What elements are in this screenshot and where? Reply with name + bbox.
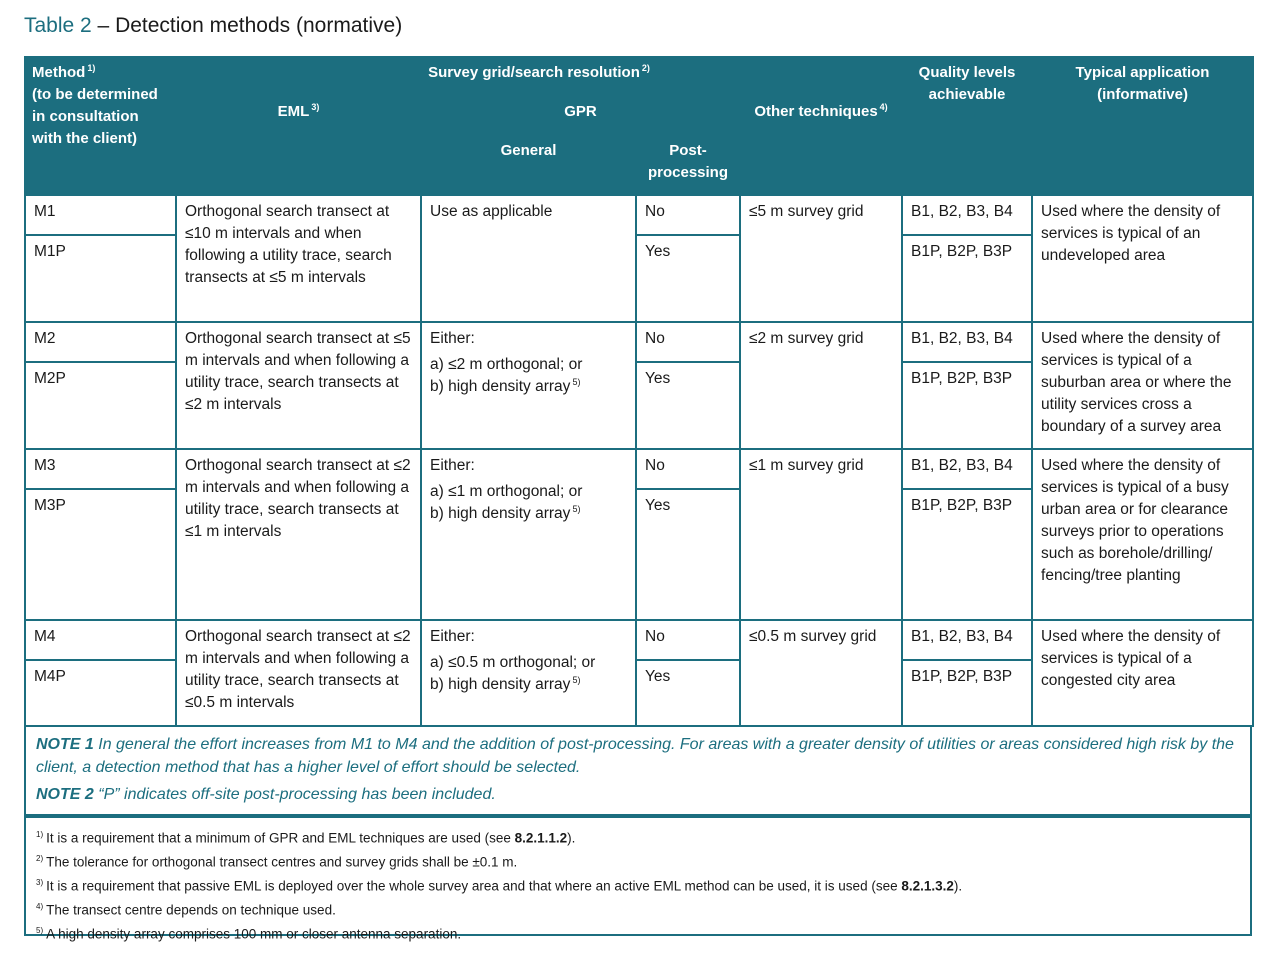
post-processing-cell: No (636, 620, 740, 660)
post-processing-cell: Yes (636, 362, 740, 449)
footnote-1: $^{1)}$ It is a requirement that a minimum of GPR and EML techniques are used (see 8.2.1.1.2). (36, 830, 576, 846)
header-gpr: GPR (421, 96, 740, 135)
header-method: Method $^{1)}$ (to be determined in consultation with the client) (25, 57, 176, 195)
header-eml: EML $^{3)}$ (176, 96, 421, 195)
footnote-3: $^{3)}$ It is a requirement that passive EML is deployed over the whole survey area and that where an active EML method can be used, it is used (see 8.2.1.3.2). (36, 878, 963, 894)
method-cell: M4P (25, 660, 176, 726)
footnote-5: $^{5)}$ A high density array comprises 100 mm or closer antenna separation. (36, 926, 462, 942)
note-1: NOTE 1 In general the effort increases from M1 to M4 and the addition of post-processing. For areas with a greater density of utilities or areas considered high risk by the client, a detection method that has a higher level of effort should be selected. (36, 736, 1234, 776)
eml-cell: Orthogonal search transect at ≤2 m intervals and when following a utility trace, search transects at ≤0.5 m intervals (176, 620, 421, 726)
table-row-m2 (25, 322, 1253, 362)
table-footnotes (24, 816, 1252, 942)
gpr-general-cell: Either: a) ≤2 m orthogonal; or b) high density array $^{5)}$ (421, 322, 636, 449)
typical-application-cell: Used where the density of services is typical of a busy urban area or for clearance surveys prior to operations such as borehole/drilling/ fencing/tree planting (1032, 449, 1253, 620)
method-cell: M2 (25, 322, 176, 362)
gpr-general-cell: Either: a) ≤0.5 m orthogonal; or b) high density array $^{5)}$ (421, 620, 636, 726)
method-cell: M3 (25, 449, 176, 489)
post-processing-cell: No (636, 195, 740, 235)
method-cell: M3P (25, 489, 176, 620)
typical-application-cell: Used where the density of services is typical of an undeveloped area (1032, 195, 1253, 322)
quality-cell: B1, B2, B3, B4 (902, 195, 1032, 235)
header-typical-application: Typical application (informative) (1032, 57, 1253, 195)
table-row-m1 (25, 195, 1253, 235)
typical-application-cell: Used where the density of services is typical of a suburban area or where the utility services cross a boundary of a survey area (1032, 322, 1253, 449)
method-cell: M2P (25, 362, 176, 449)
header-quality-levels: Quality levels achievable (902, 57, 1032, 195)
footnote-4: $^{4)}$ The transect centre depends on technique used. (36, 902, 336, 918)
table-caption (24, 14, 402, 38)
header-survey-grid: Survey grid/search resolution $^{2)}$ (176, 57, 902, 96)
eml-cell: Orthogonal search transect at ≤5 m intervals and when following a utility trace, search transects at ≤2 m intervals (176, 322, 421, 449)
table-row-m4 (25, 620, 1253, 660)
quality-cell: B1, B2, B3, B4 (902, 322, 1032, 362)
detection-methods-table (24, 56, 1254, 727)
note-2: NOTE 2 “P” indicates off-site post-processing has been included. (36, 786, 496, 803)
post-processing-cell: Yes (636, 489, 740, 620)
table-row-m3 (25, 449, 1253, 489)
method-cell: M1 (25, 195, 176, 235)
other-techniques-cell: ≤2 m survey grid (740, 322, 902, 449)
gpr-general-cell: Either: a) ≤1 m orthogonal; or b) high density array $^{5)}$ (421, 449, 636, 620)
post-processing-cell: No (636, 322, 740, 362)
quality-cell: B1P, B2P, B3P (902, 489, 1032, 620)
post-processing-cell: No (636, 449, 740, 489)
table-number: Table 2 (24, 14, 92, 37)
gpr-general-cell: Use as applicable (421, 195, 636, 322)
other-techniques-cell: ≤1 m survey grid (740, 449, 902, 620)
method-cell: M1P (25, 235, 176, 322)
quality-cell: B1P, B2P, B3P (902, 660, 1032, 726)
quality-cell: B1, B2, B3, B4 (902, 620, 1032, 660)
method-cell: M4 (25, 620, 176, 660)
header-other-techniques: Other techniques $^{4)}$ (740, 96, 902, 195)
other-techniques-cell: ≤0.5 m survey grid (740, 620, 902, 726)
post-processing-cell: Yes (636, 660, 740, 726)
quality-cell: B1, B2, B3, B4 (902, 449, 1032, 489)
eml-cell: Orthogonal search transect at ≤10 m intervals and when following a utility trace, search transects at ≤5 m intervals (176, 195, 421, 322)
header-gpr-general: General (421, 135, 636, 195)
other-techniques-cell: ≤5 m survey grid (740, 195, 902, 322)
footnote-2: $^{2)}$ The tolerance for orthogonal transect centres and survey grids shall be ±0.1 m. (36, 854, 518, 870)
quality-cell: B1P, B2P, B3P (902, 362, 1032, 449)
post-processing-cell: Yes (636, 235, 740, 322)
table-title: – Detection methods (normative) (91, 14, 403, 37)
header-gpr-post-processing: Post-processing (636, 135, 740, 195)
quality-cell: B1P, B2P, B3P (902, 235, 1032, 322)
table-notes (24, 726, 1252, 816)
typical-application-cell: Used where the density of services is typical of a congested city area (1032, 620, 1253, 726)
eml-cell: Orthogonal search transect at ≤2 m intervals and when following a utility trace, search transects at ≤1 m intervals (176, 449, 421, 620)
